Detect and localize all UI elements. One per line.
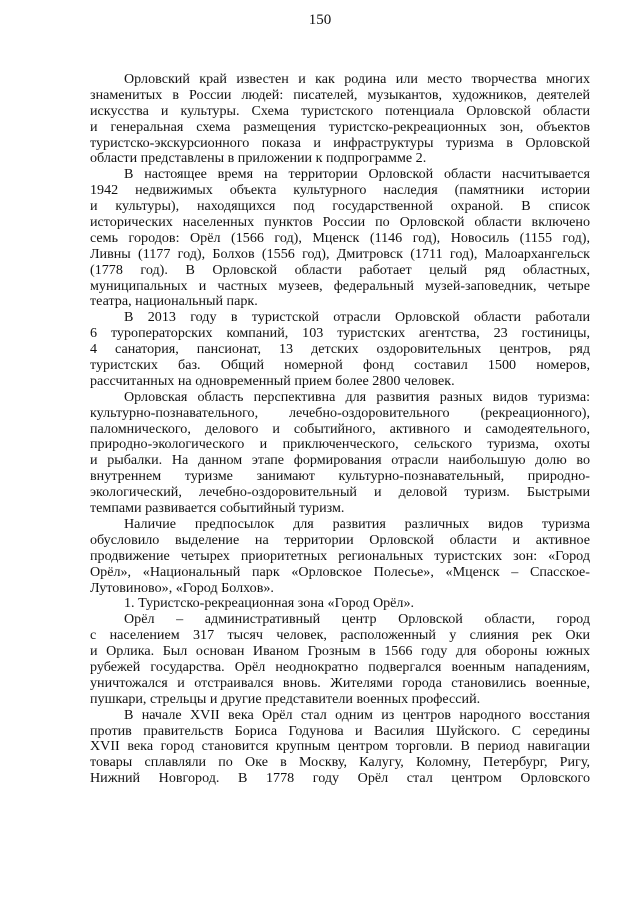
paragraph <box>90 612 590 707</box>
text-line: искусства и культуры. Схема туристского потенциала Орловской области <box>90 103 590 119</box>
paragraph <box>90 596 590 612</box>
text-line: товары сплавляли по Оке в Москву, Калугу, Коломну, Петербург, Ригу, <box>90 755 590 771</box>
text-line: и генеральная схема размещения туристско-рекреационных зон, объектов <box>90 119 590 135</box>
text-line: Орёл – административный центр Орловской области, город <box>124 612 590 628</box>
text-line: 4 санатория, пансионат, 13 детских оздоровительных центров, ряд <box>90 342 590 358</box>
text-line: экологический, лечебно-оздоровительный и деловой туризм. Быстрыми <box>90 485 590 501</box>
text-line: Лутовиново», «Город Болхов». <box>90 580 274 596</box>
text-line: туристско-экскурсионного показа и инфраструктуры туризма в Орловской <box>90 135 590 151</box>
text-line: паломнического, делового и событийного, активного и самодеятельного, <box>90 421 590 437</box>
text-line: Ливны (1177 год), Болхов (1556 год), Дмитровск (1711 год), Малоархангельск <box>90 246 590 262</box>
text-line: Орловский край известен и как родина или место творчества многих <box>124 72 590 87</box>
text-line: Нижний Новгород. В 1778 году Орёл стал центром Орловского <box>90 771 590 787</box>
text-line: обусловило выделение на территории Орловской области и активное <box>90 532 590 548</box>
text-line: уничтожался и отстраивался вновь. Жителями города становились военные, <box>90 675 590 691</box>
text-line: В 2013 году в туристской отрасли Орловской области работали <box>124 310 590 326</box>
text-line: природно-экологического и приключенческого, сельского туризма, охоты <box>90 437 590 453</box>
text-line: пушкари, стрельцы и другие представители военных профессий. <box>90 691 481 707</box>
text-line: XVII века город становится крупным центром торговли. В период навигации <box>90 739 590 755</box>
paragraph <box>90 310 590 389</box>
text-line: и культуры), находящихся под государственной охраной. В список <box>90 199 590 215</box>
text-line: продвижение четырех приоритетных региональных туристских зон: «Город <box>90 548 590 564</box>
paragraph <box>90 72 590 167</box>
text-line: и Орлика. Был основан Иваном Грозным в 1566 году для обороны южных <box>90 644 590 660</box>
text-line: с населением 317 тысяч человек, расположенный у слияния рек Оки <box>90 628 590 644</box>
paragraph <box>90 708 590 787</box>
text-line: рассчитанных на одновременный прием более 2800 человек. <box>90 373 455 389</box>
text-line: знаменитых в России людей: писателей, музыкантов, художников, деятелей <box>90 87 590 103</box>
text-line: В начале XVII века Орёл стал одним из центров народного восстания <box>124 707 590 723</box>
paragraph <box>90 390 590 517</box>
text-line: В настоящее время на территории Орловской области насчитывается <box>124 167 590 183</box>
text-line: культурно-познавательного, лечебно-оздоровительного (рекреационного), <box>90 405 590 421</box>
text-line: рубежей государства. Орёл неоднократно подвергался военным нападениям, <box>90 659 590 675</box>
text-line: семь городов: Орёл (1566 год), Мценск (1146 год), Новосиль (1155 год), <box>90 230 590 246</box>
text-line: области представлены в приложении к подпрограмме 2. <box>90 151 427 167</box>
text-line: Наличие предпосылок для развития различных видов туризма <box>124 516 590 532</box>
text-line: театра, национальный парк. <box>90 294 258 310</box>
paragraph <box>90 517 590 596</box>
text-line: 6 туроператорских компаний, 103 туристских агентства, 23 гостиницы, <box>90 326 590 342</box>
page-number: 150 <box>308 12 332 28</box>
text-line: 1942 недвижимых объекта культурного наследия (памятники истории <box>90 183 590 199</box>
text-line: туристских баз. Общий номерной фонд составил 1500 номеров, <box>90 358 590 374</box>
text-line: против правительств Бориса Годунова и Василия Шуйского. С середины <box>90 723 590 739</box>
text-line: 1. Туристско-рекреационная зона «Город Орёл». <box>124 596 415 612</box>
text-line: темпами развивается событийный туризм. <box>90 501 345 517</box>
text-line: Орёл», «Национальный парк «Орловское Полесье», «Мценск – Спасское- <box>90 564 590 580</box>
text-line: Орловская область перспективна для развития разных видов туризма: <box>124 389 590 405</box>
text-line: (1778 год). В Орловской области работает целый ряд областных, <box>90 262 590 278</box>
text-line: исторических населенных пунктов России по Орловской области включено <box>90 215 590 231</box>
text-line: муниципальных и частных музеев, федеральный музей-заповедник, четыре <box>90 278 590 294</box>
document-body <box>90 72 590 787</box>
text-line: и рыбалки. На данном этапе формирования отрасли наибольшую долю во <box>90 453 590 469</box>
text-line: внутреннем туризме занимают культурно-познавательный, природно- <box>90 469 590 485</box>
paragraph <box>90 167 590 310</box>
